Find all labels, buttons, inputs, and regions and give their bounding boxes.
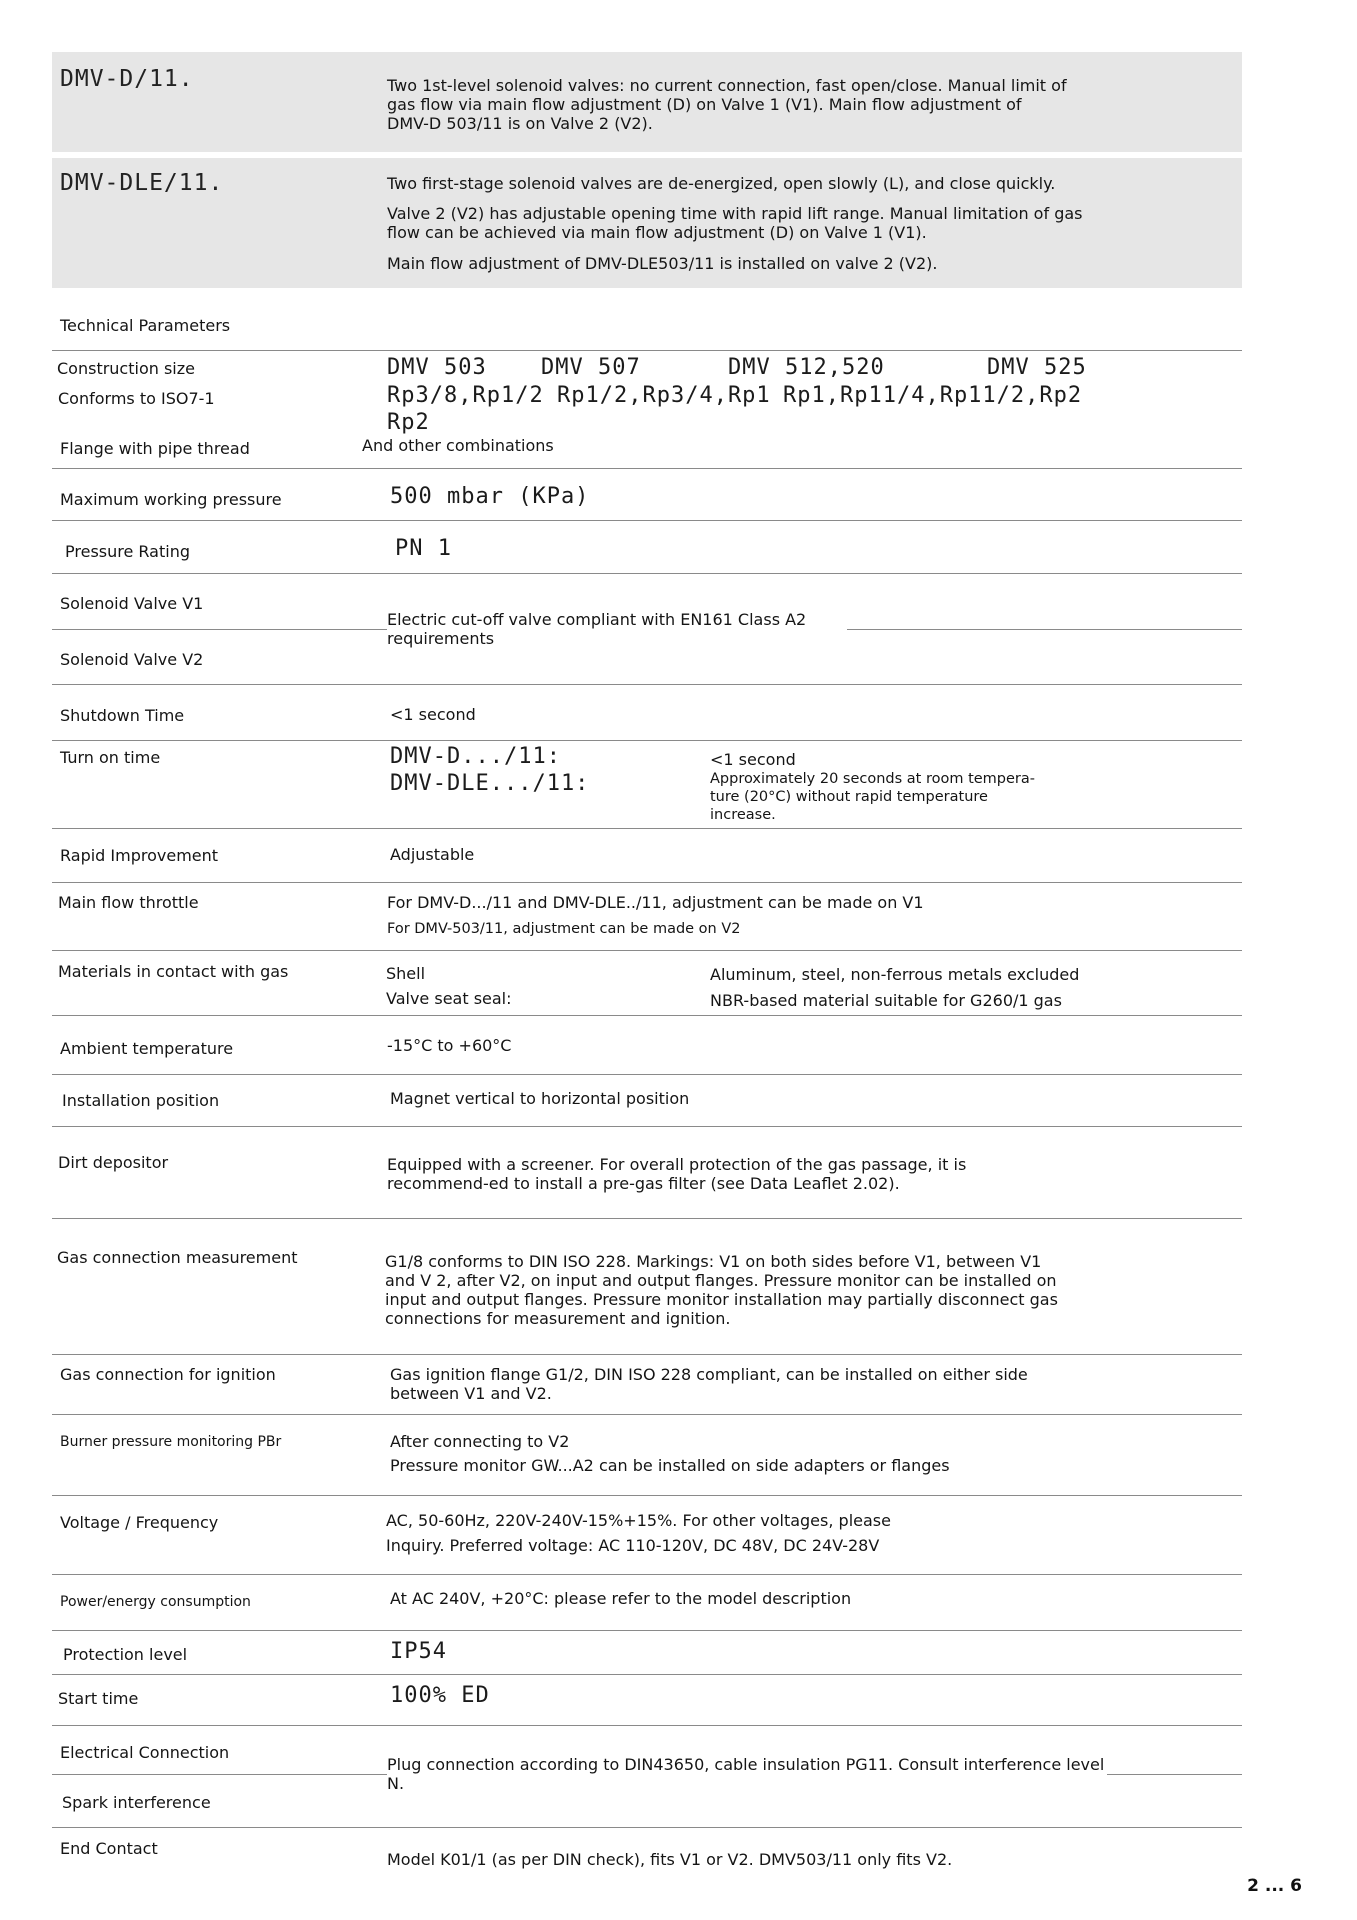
divider bbox=[52, 1827, 1242, 1828]
value-voltage-2: Inquiry. Preferred voltage: AC 110-120V, DC 48V, DC 24V-28V bbox=[386, 1536, 880, 1555]
label-power: Power/energy consumption bbox=[60, 1594, 251, 1610]
divider bbox=[52, 350, 1242, 351]
label-throttle: Main flow throttle bbox=[58, 893, 199, 912]
divider bbox=[52, 1674, 1242, 1675]
section-title: Technical Parameters bbox=[60, 316, 231, 335]
label-protection: Protection level bbox=[63, 1645, 188, 1664]
value-installation: Magnet vertical to horizontal position bbox=[390, 1089, 690, 1108]
divider bbox=[52, 1015, 1242, 1016]
value-dirt: Equipped with a screener. For overall protection of the gas passage, it is recommend-ed to install a pre-gas filter (see Data Leaflet 2.02). bbox=[387, 1155, 967, 1193]
divider bbox=[52, 1495, 1242, 1496]
value-electrical: Plug connection according to DIN43650, cable insulation PG11. Consult interference level N. bbox=[387, 1755, 1107, 1793]
divider bbox=[52, 573, 1242, 574]
value-rapid: Adjustable bbox=[390, 845, 475, 864]
turn-on-value-d: <1 second bbox=[710, 750, 796, 769]
value-solenoid: Electric cut-off valve compliant with EN161 Class A2 requirements bbox=[387, 610, 847, 648]
turn-on-model-dle: DMV-DLE.../11: bbox=[390, 771, 590, 796]
model-dmv-dle-para-2: Valve 2 (V2) has adjustable opening time with rapid lift range. Manual limitation of gas flow can be achieved via main flow adjustment (D) on Valve 1 (V1). bbox=[387, 204, 1083, 242]
value-throttle-1: For DMV-D.../11 and DMV-DLE../11, adjustment can be made on V1 bbox=[387, 893, 924, 912]
label-electrical: Electrical Connection bbox=[60, 1743, 230, 1762]
divider bbox=[52, 684, 1242, 685]
label-max-pressure: Maximum working pressure bbox=[60, 490, 282, 509]
label-start-time: Start time bbox=[58, 1689, 139, 1708]
value-protection: IP54 bbox=[390, 1639, 447, 1664]
label-dirt: Dirt depositor bbox=[58, 1153, 169, 1172]
size-dmv-525: DMV 525 bbox=[987, 355, 1087, 380]
divider bbox=[52, 882, 1242, 883]
materials-seal-key: Valve seat seal: bbox=[386, 989, 512, 1008]
other-combinations: And other combinations bbox=[362, 436, 554, 455]
value-voltage-1: AC, 50-60Hz, 220V-240V-15%+15%. For other voltages, please bbox=[386, 1511, 891, 1530]
model-dmv-dle-para-3: Main flow adjustment of DMV-DLE503/11 is installed on valve 2 (V2). bbox=[387, 254, 938, 273]
label-installation: Installation position bbox=[62, 1091, 220, 1110]
size-dmv-512-520: DMV 512,520 bbox=[728, 355, 885, 380]
divider bbox=[52, 1630, 1242, 1631]
value-burner-1: After connecting to V2 bbox=[390, 1432, 570, 1451]
label-end-contact: End Contact bbox=[60, 1839, 158, 1858]
thread-512-520: Rp1,Rp11/4,Rp11/2,Rp2 bbox=[783, 383, 1083, 408]
divider bbox=[52, 1354, 1242, 1355]
model-dmv-dle-para-1: Two first-stage solenoid valves are de-energized, open slowly (L), and close quickly. bbox=[387, 174, 1056, 193]
value-end-contact: Model K01/1 (as per DIN check), fits V1 or V2. DMV503/11 only fits V2. bbox=[387, 1850, 953, 1869]
divider bbox=[52, 740, 1242, 741]
turn-on-value-dle: Approximately 20 seconds at room tempera-ture (20°C) without rapid temperature increase. bbox=[710, 771, 1036, 823]
model-dmv-dle: DMV-DLE/11. bbox=[60, 170, 224, 196]
value-max-pressure: 500 mbar (KPa) bbox=[390, 484, 590, 509]
label-flange: Flange with pipe thread bbox=[60, 439, 250, 458]
thread-503: Rp3/8,Rp1/2 bbox=[387, 383, 544, 408]
value-throttle-2: For DMV-503/11, adjustment can be made on V2 bbox=[387, 921, 741, 937]
label-ambient: Ambient temperature bbox=[60, 1039, 234, 1058]
divider bbox=[52, 828, 1242, 829]
label-solenoid-v1: Solenoid Valve V1 bbox=[60, 594, 204, 613]
model-dmv-d: DMV-D/11. bbox=[60, 66, 194, 92]
label-voltage: Voltage / Frequency bbox=[60, 1513, 219, 1532]
value-ambient: -15°C to +60°C bbox=[387, 1036, 512, 1055]
value-shutdown: <1 second bbox=[390, 705, 476, 724]
value-burner-2: Pressure monitor GW...A2 can be installed on side adapters or flanges bbox=[390, 1456, 950, 1475]
divider bbox=[52, 520, 1242, 521]
divider bbox=[52, 1126, 1242, 1127]
label-rapid: Rapid Improvement bbox=[60, 846, 219, 865]
materials-seal-value: NBR-based material suitable for G260/1 gas bbox=[710, 991, 1062, 1010]
value-gas-measurement: G1/8 conforms to DIN ISO 228. Markings: V1 on both sides before V1, between V1 and V 2, after V2, on input and output flanges. Pressure monitor can be installed on input and output flanges. Pressure monitor installation may partially disconnect gas connections for measurement and ignition. bbox=[385, 1252, 1058, 1328]
materials-shell-key: Shell bbox=[386, 964, 426, 983]
label-burner: Burner pressure monitoring PBr bbox=[60, 1434, 282, 1450]
value-gas-ignition: Gas ignition flange G1/2, DIN ISO 228 compliant, can be installed on either side between V1 and V2. bbox=[390, 1365, 1028, 1403]
label-spark: Spark interference bbox=[62, 1793, 211, 1812]
divider bbox=[52, 1414, 1242, 1415]
value-power: At AC 240V, +20°C: please refer to the model description bbox=[390, 1589, 852, 1608]
label-construction-size: Construction size bbox=[57, 359, 195, 378]
divider bbox=[52, 468, 1242, 469]
page-number: 2 ... 6 bbox=[1247, 1876, 1302, 1896]
size-dmv-503: DMV 503 bbox=[387, 355, 487, 380]
label-pressure-rating: Pressure Rating bbox=[65, 542, 190, 561]
label-materials: Materials in contact with gas bbox=[58, 962, 289, 981]
divider bbox=[52, 1074, 1242, 1075]
label-shutdown: Shutdown Time bbox=[60, 706, 185, 725]
model-dmv-d-description: Two 1st-level solenoid valves: no current connection, fast open/close. Manual limit of gas flow via main flow adjustment (D) on Valve 1 (V1). Main flow adjustment of DMV-D 503/11 is on Valve 2 (V2). bbox=[387, 76, 1067, 133]
turn-on-model-d: DMV-D.../11: bbox=[390, 744, 561, 769]
label-solenoid-v2: Solenoid Valve V2 bbox=[60, 650, 204, 669]
value-start-time: 100% ED bbox=[390, 1683, 490, 1708]
label-gas-measurement: Gas connection measurement bbox=[57, 1248, 298, 1267]
label-gas-ignition: Gas connection for ignition bbox=[60, 1365, 276, 1384]
divider bbox=[52, 1725, 1242, 1726]
value-pressure-rating: PN 1 bbox=[395, 536, 452, 561]
divider bbox=[52, 1574, 1242, 1575]
label-iso: Conforms to ISO7-1 bbox=[58, 389, 215, 408]
thread-507: Rp1/2,Rp3/4,Rp1 bbox=[557, 383, 771, 408]
divider bbox=[52, 1218, 1242, 1219]
size-dmv-507: DMV 507 bbox=[541, 355, 641, 380]
thread-extra: Rp2 bbox=[387, 410, 430, 435]
divider bbox=[52, 950, 1242, 951]
materials-shell-value: Aluminum, steel, non-ferrous metals excluded bbox=[710, 965, 1080, 984]
label-turn-on: Turn on time bbox=[60, 748, 161, 767]
